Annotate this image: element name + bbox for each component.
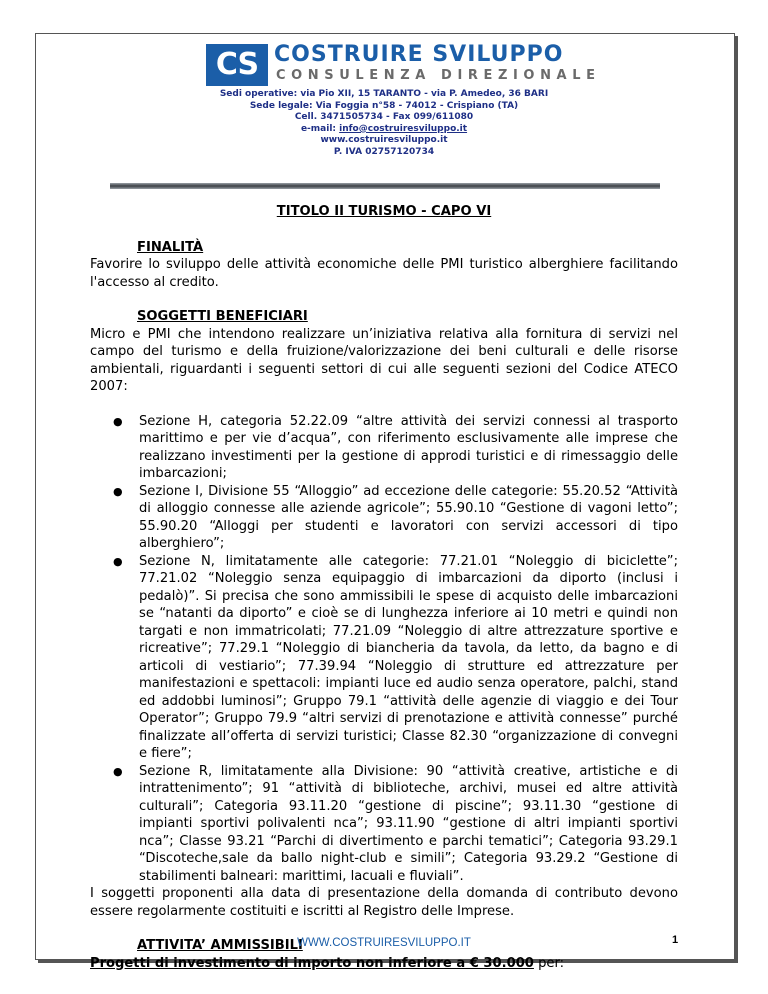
projects-line	[90, 955, 678, 973]
email-link[interactable]: info@costruiresviluppo.it	[339, 123, 468, 134]
list-item	[90, 763, 678, 886]
page-number: 1	[672, 934, 679, 946]
list-item-text: Sezione I, Divisione 55 “Alloggio” ad eccezione delle categorie: 55.20.52 “Attività di alloggio connesse alle aziende agricole”; 55.90.10 “Gestione di vagoni letto”; 55.90.20 “Alloggi per studenti e lavoratori con servizi accessori di tipo alberghiero”;	[139, 483, 678, 551]
logo-subtitle: CONSULENZA DIREZIONALE	[276, 68, 601, 83]
document-body	[90, 199, 678, 972]
list-item-text: Sezione R, limitatamente alla Divisione: 90 “attività creative, artistiche e di intrattenimento”; 91 “attività di biblioteche, archivi, musei ed altre attività culturali”; Categoria 93.11.20 “gestione di piscine”; 93.11.30 “gestione di impianti sportivi polivalenti nca”; 93.11.90 “gestione di altri impianti sportivi nca”; Classe 93.21 “Parchi di divertimento e parchi tematici”; Categoria 93.29.1 “Discoteche,sale da ballo night-club e simili”; Categoria 93.29.2 “Gestione di stabilimenti balneari: marittimi, lacuali e fluviali”.	[139, 763, 678, 884]
header-divider	[110, 183, 660, 189]
bullet-icon: ●	[113, 764, 123, 778]
company-contacts	[0, 89, 768, 159]
list-item	[90, 483, 678, 553]
list-item	[90, 553, 678, 763]
list-item-text: Sezione N, limitatamente alle categorie: 77.21.01 “Noleggio di biciclette”; 77.21.02 “Noleggio senza equipaggio di imbarcazioni da diporto (inclusi i pedalò)”. Si precisa che sono ammissibili le spese di acquisto delle imbarcazioni se “natanti da diporto” e cioè se di lunghezza inferiore ai 10 metri e quindi non targati e non immatricolati; 77.21.09 “Noleggio di altre attrezzature sportive e ricreative”; 77.29.1 “Noleggio di biancheria da tavola, da letto, da bagno e di articoli di vestiario”; 77.39.94 “Noleggio di strutture ed attrezzature per manifestazioni e spettacoli: impianti luce ed audio senza operatore, palchi, stand ed addobbi luminosi”; Gruppo 79.1 “attività delle agenzie di viaggio e dei Tour Operator”; Gruppo 79.9 “altri servizi di prenotazione e attività connesse” purché finalizzate all’offerta di servizi turistici; Classe 82.30 “organizzazione di convegni e fiere”;	[139, 553, 678, 761]
list-item-text: Sezione H, categoria 52.22.09 “altre attività dei servizi connessi al trasporto marittimo e per vie d’acqua”, con riferimento esclusivamente alle imprese che realizzano investimenti per la gestione di approdi turistici e di rimessaggio delle imbarcazioni;	[139, 413, 678, 481]
bullet-icon: ●	[113, 414, 123, 428]
section-text-finalita: Favorire lo sviluppo delle attività economiche delle PMI turistico alberghiere facilitando l'accesso al credito.	[90, 257, 678, 290]
email-line	[0, 124, 768, 136]
projects-suffix: per:	[533, 955, 565, 971]
closing-text: I soggetti proponenti alla data di presentazione della domanda di contributo devono essere regolarmente costituiti e iscritti al Registro delle Imprese.	[90, 886, 678, 919]
vat-line: P. IVA 02757120734	[333, 146, 435, 157]
website-line[interactable]: www.costruiresviluppo.it	[320, 135, 448, 146]
section-heading-finalita: FINALITÀ	[137, 239, 204, 255]
footer-website[interactable]: WWW.COSTRUIRESVILUPPO.IT	[297, 937, 471, 949]
email-label: e-mail:	[300, 123, 340, 134]
list-item	[90, 413, 678, 483]
projects-label: Progetti di investimento di importo non inferiore a € 30.000	[90, 955, 534, 971]
contact-line: Cell. 3471505734 - Fax 099/611080	[294, 112, 474, 123]
contact-line: Sedi operative: via Pio XII, 15 TARANTO - via P. Amedeo, 36 BARI	[219, 89, 549, 99]
section-text-soggetti: Micro e PMI che intendono realizzare un’iniziativa relativa alla fornitura di servizi nel campo del turismo e della fruizione/valorizzazione dei beni culturali e delle risorse ambientali, riguardanti i seguenti settori di cui alle seguenti sezioni del Codice ATECO 2007:	[90, 326, 678, 394]
section-heading-soggetti: SOGGETTI BENEFICIARI	[137, 309, 308, 324]
logo-mark: CS	[206, 44, 268, 86]
bullet-icon: ●	[113, 554, 123, 568]
company-logo	[206, 42, 601, 86]
logo-title: COSTRUIRE SVILUPPO	[274, 42, 564, 67]
contact-line: Sede legale: Via Foggia n°58 - 74012 - Crispiano (TA)	[249, 100, 519, 111]
bullet-icon: ●	[113, 484, 123, 498]
section-heading-attivita: ATTIVITA’ AMMISSIBILI	[137, 938, 303, 953]
ateco-list	[90, 413, 678, 886]
document-title: TITOLO II TURISMO - CAPO VI	[276, 204, 492, 219]
